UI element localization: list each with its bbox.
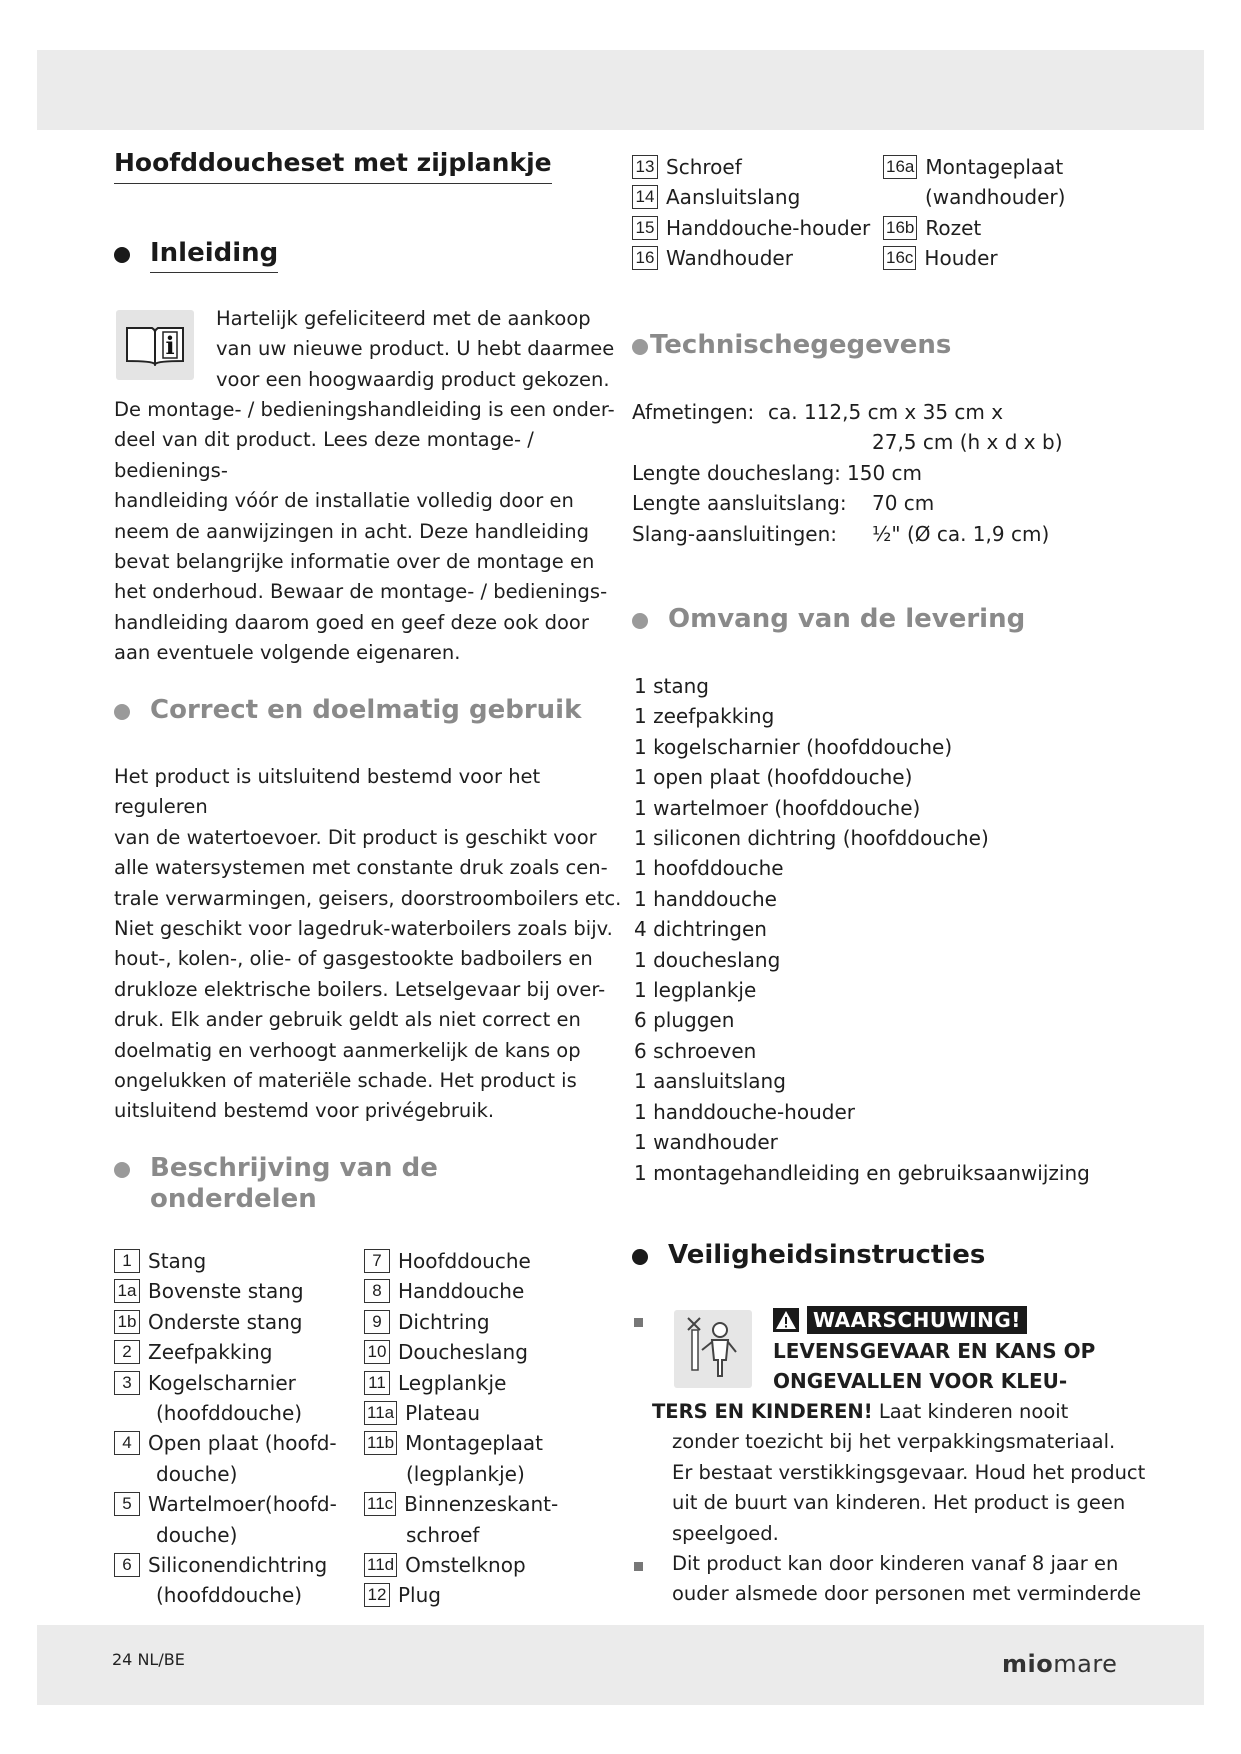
square-bullet-icon: [634, 1562, 643, 1571]
text-line: speelgoed.: [672, 1521, 779, 1545]
part-label: Wartelmoer(hoofd-: [148, 1492, 337, 1517]
part-label: Wandhouder: [666, 246, 793, 271]
list-item: [114, 1398, 337, 1428]
safety-paragraph-1: [652, 1397, 1212, 1549]
list-item: 6 schroeven: [634, 1038, 757, 1063]
text-line: deel van dit product. Lees deze montage- / bedienings-: [114, 428, 534, 482]
text-line: Hartelijk gefeliciteerd met de aankoop: [216, 307, 591, 330]
part-label: (legplankje): [406, 1461, 525, 1486]
bullet-dot-icon: [632, 613, 648, 629]
spec-row: [632, 488, 1172, 518]
list-item: 1 zeefpakking: [634, 704, 775, 729]
list-item: [632, 243, 870, 273]
list-item: [364, 1307, 558, 1337]
part-number: 16c: [883, 246, 916, 270]
part-label: Montageplaat: [925, 155, 1064, 179]
text-span: Laat kinderen nooit: [872, 1400, 1069, 1423]
info-book-icon: [116, 310, 194, 380]
text-line: aan eventuele volgende eigenaren.: [114, 641, 461, 665]
part-label: Montageplaat: [405, 1431, 543, 1456]
list-item: 1 legplankje: [634, 978, 757, 1003]
list-item: [114, 1520, 337, 1550]
part-number: 14: [632, 185, 658, 209]
page-number: 24 NL/BE: [112, 1650, 185, 1669]
bullet-dot-icon: [114, 247, 130, 263]
part-label: (wandhouder): [925, 185, 1066, 210]
part-label: (hoofddouche): [156, 1583, 303, 1608]
list-item: [114, 1428, 337, 1458]
section-title: Inleiding: [150, 238, 278, 273]
safety-paragraph-2: [672, 1549, 1212, 1610]
page-title: Hoofddoucheset met zijplankje: [114, 148, 552, 184]
section-title: Omvang van de levering: [668, 604, 1026, 634]
parts-list-col3: [632, 152, 870, 274]
spec-value: 70 cm: [872, 491, 935, 516]
specs-table: [632, 397, 1172, 549]
text-line: bevat belangrijke informatie over de montage en: [114, 550, 595, 574]
list-item: [632, 182, 870, 212]
part-number: 16a: [883, 155, 917, 179]
text-line: druk. Elk ander gebruik geldt als niet correct en: [114, 1008, 581, 1032]
section-heading-inleiding: [114, 238, 278, 273]
list-item: 6 pluggen: [634, 1008, 735, 1033]
part-label: Stang: [148, 1249, 207, 1273]
text-line: uit de buurt van kinderen. Het product is geen: [672, 1491, 1126, 1515]
text-line: ongelukken of materiële schade. Het product is: [114, 1069, 577, 1093]
part-label: (hoofddouche): [156, 1401, 303, 1426]
spec-value: 27,5 cm (h x d x b): [872, 430, 1063, 455]
part-label: Houder: [924, 246, 998, 271]
part-number: 11b: [364, 1431, 397, 1455]
parts-list-col4: [883, 152, 1065, 274]
text-line: Dit product kan door kinderen vanaf 8 jaar en: [672, 1552, 1119, 1575]
part-number: 7: [364, 1249, 390, 1273]
section-heading-technisch: [632, 330, 951, 360]
section-heading-beschrijving: [114, 1153, 438, 1215]
spec-label: Afmetingen:: [632, 400, 755, 424]
part-label: Legplankje: [398, 1370, 507, 1395]
list-item: [114, 1550, 337, 1580]
part-number: 11c: [364, 1492, 396, 1516]
list-item: [632, 152, 870, 182]
text-line: voor een hoogwaardig product gekozen.: [216, 367, 610, 391]
logo-part: mare: [1053, 1650, 1118, 1678]
list-item: [364, 1550, 558, 1580]
list-item: 1 wandhouder: [634, 1130, 778, 1155]
parts-list-col1: [114, 1246, 337, 1611]
part-label: Handdouche: [398, 1279, 525, 1304]
part-number: 11a: [364, 1401, 397, 1425]
spec-label: Lengte aansluitslang:: [632, 491, 847, 516]
list-item: 1 open plaat (hoofddouche): [634, 765, 913, 790]
part-label: Plug: [398, 1583, 441, 1608]
part-label: Omstelknop: [405, 1553, 526, 1578]
list-item: [364, 1428, 558, 1458]
part-number: 2: [114, 1340, 140, 1364]
text-line: neem de aanwijzingen in acht. Deze handleiding: [114, 519, 590, 543]
part-label: Siliconendichtring: [148, 1553, 328, 1578]
intro-paragraph-indented: [216, 304, 616, 395]
part-number: 8: [364, 1279, 390, 1303]
part-label: Handdouche-houder: [666, 215, 871, 240]
part-label: Hoofddouche: [398, 1249, 531, 1273]
bullet-dot-icon: [632, 339, 648, 355]
part-number: 16: [632, 246, 658, 270]
list-item: 1 aansluitslang: [634, 1069, 786, 1094]
logo-part: mio: [1002, 1650, 1054, 1678]
list-item: [114, 1580, 337, 1610]
part-label: Zeefpakking: [148, 1340, 273, 1365]
part-number: 6: [114, 1553, 140, 1577]
section-heading-omvang: [632, 604, 1025, 634]
text-line: het onderhoud. Bewaar de montage- / bedienings-: [114, 580, 608, 604]
text-line: van de watertoevoer. Dit product is geschikt voor: [114, 825, 597, 849]
part-label: Bovenste stang: [148, 1279, 304, 1304]
part-number: 10: [364, 1340, 390, 1364]
list-item: 1 siliconen dichtring (hoofddouche): [634, 826, 989, 851]
section-title: Veiligheidsinstructies: [668, 1240, 986, 1270]
list-item: 1 stang: [634, 674, 709, 698]
text-line: van uw nieuwe product. U hebt daarmee: [216, 337, 615, 361]
text-line: handleiding vóór de installatie volledig door en: [114, 489, 574, 513]
text-line: hout-, kolen-, olie- of gasgestookte badboilers en: [114, 947, 593, 971]
text-line: uitsluitend bestemd voor privégebruik.: [114, 1099, 495, 1123]
part-number: 16b: [883, 216, 917, 240]
text-line: Niet geschikt voor lagedruk-waterboilers zoals bijv.: [114, 917, 613, 941]
part-label: Schroef: [666, 155, 742, 179]
list-item: 1 handdouche: [634, 886, 777, 911]
delivery-scope-list: [634, 671, 1090, 1188]
header-band: [37, 50, 1204, 130]
text-line: ONGEVALLEN VOOR KLEU-: [773, 1369, 1068, 1394]
section-title: Correct en doelmatig gebruik: [150, 695, 582, 725]
list-item: [364, 1398, 558, 1428]
part-number: 15: [632, 216, 658, 240]
list-item: 1 kogelscharnier (hoofddouche): [634, 734, 953, 759]
part-number: 1b: [114, 1310, 140, 1334]
text-line: Het product is uitsluitend bestemd voor het reguleren: [114, 765, 541, 819]
part-label: Dichtring: [398, 1309, 490, 1334]
part-number: 1a: [114, 1279, 140, 1303]
list-item: 1 doucheslang: [634, 947, 781, 972]
list-item: [364, 1489, 558, 1519]
part-number: 1: [114, 1249, 140, 1273]
spec-row: [632, 427, 1172, 457]
bullet-dot-icon: [114, 704, 130, 720]
list-item: 1 wartelmoer (hoofddouche): [634, 795, 921, 820]
bullet-dot-icon: [114, 1162, 130, 1178]
text-line: De montage- / bedieningshandleiding is een onder-: [114, 398, 615, 421]
intro-paragraph: [114, 395, 624, 669]
list-item: [114, 1337, 337, 1367]
list-item: [114, 1246, 337, 1276]
danger-heading: [773, 1336, 1095, 1397]
list-item: [364, 1520, 558, 1550]
list-item: [364, 1459, 558, 1489]
part-number: 12: [364, 1583, 390, 1607]
list-item: [364, 1246, 558, 1276]
spec-value: ca. 112,5 cm x 35 cm x: [768, 400, 1004, 424]
section-heading-correct-gebruik: [114, 695, 581, 725]
part-label: Binnenzeskant-: [404, 1492, 559, 1517]
section-title-line: onderdelen: [150, 1184, 317, 1214]
bullet-dot-icon: [632, 1249, 648, 1265]
part-number: 5: [114, 1492, 140, 1516]
usage-paragraph: [114, 762, 624, 1127]
spec-value: ½" (Ø ca. 1,9 cm): [872, 521, 1050, 546]
svg-text:i: i: [165, 331, 175, 360]
part-label: Open plaat (hoofd-: [148, 1431, 337, 1456]
list-item: [114, 1459, 337, 1489]
part-label: Onderste stang: [148, 1309, 303, 1334]
part-label: Doucheslang: [398, 1340, 528, 1365]
warning-text: WAARSCHUWING!: [807, 1306, 1027, 1334]
part-number: 13: [632, 155, 658, 179]
part-label: Aansluitslang: [666, 185, 801, 210]
text-line: [652, 1397, 1212, 1427]
text-line: ouder alsmede door personen met verminderde: [672, 1582, 1142, 1606]
list-item: 1 montagehandleiding en gebruiksaanwijzing: [634, 1160, 1090, 1185]
list-item: [883, 152, 1065, 182]
list-item: [114, 1489, 337, 1519]
child-danger-icon: [674, 1310, 752, 1388]
list-item: [364, 1337, 558, 1367]
part-number: 11: [364, 1371, 390, 1395]
list-item: 4 dichtringen: [634, 917, 767, 942]
part-number: 3: [114, 1371, 140, 1395]
square-bullet-icon: [634, 1318, 643, 1327]
part-number: 4: [114, 1431, 140, 1455]
section-title: Technischegegevens: [650, 330, 952, 360]
list-item: [883, 243, 1065, 273]
list-item: [364, 1368, 558, 1398]
warning-label: [773, 1306, 1027, 1334]
text-line: doelmatig en verhoogt aanmerkelijk de kans op: [114, 1038, 581, 1062]
list-item: [114, 1276, 337, 1306]
text-line: LEVENSGEVAAR EN KANS OP: [773, 1339, 1096, 1363]
part-label: Rozet: [925, 215, 982, 240]
list-item: [883, 182, 1065, 212]
text-line: drukloze elektrische boilers. Letselgevaar bij over-: [114, 977, 606, 1001]
text-line: alle watersystemen met constante druk zoals cen-: [114, 856, 608, 880]
section-title-line: Beschrijving van de: [150, 1153, 438, 1183]
part-number: 9: [364, 1310, 390, 1334]
list-item: [632, 213, 870, 243]
section-title: [150, 1153, 438, 1215]
section-heading-veiligheid: [632, 1240, 985, 1270]
spec-label: Lengte doucheslang:: [632, 460, 841, 485]
part-label: douche): [156, 1522, 238, 1547]
spec-row: [632, 519, 1172, 549]
part-label: Plateau: [405, 1401, 481, 1426]
spec-label: Slang-aansluitingen:: [632, 521, 837, 546]
text-line: zonder toezicht bij het verpakkingsmateriaal.: [672, 1430, 1116, 1454]
list-item: [114, 1307, 337, 1337]
list-item: [114, 1368, 337, 1398]
list-item: [364, 1580, 558, 1610]
text-line: trale verwarmingen, geisers, doorstroomboilers etc.: [114, 886, 622, 910]
list-item: 1 handdouche-houder: [634, 1099, 855, 1124]
part-label: Kogelscharnier: [148, 1370, 296, 1395]
part-label: schroef: [406, 1522, 480, 1547]
list-item: [364, 1276, 558, 1306]
text-line: handleiding daarom goed en geef deze ook door: [114, 610, 589, 634]
parts-list-col2: [364, 1246, 558, 1611]
list-item: 1 hoofddouche: [634, 856, 784, 881]
danger-heading-end: TERS EN KINDEREN!: [652, 1400, 873, 1423]
list-item: [883, 213, 1065, 243]
spec-row: [632, 397, 1172, 427]
spec-value: 150 cm: [847, 460, 923, 485]
part-label: douche): [156, 1461, 238, 1486]
text-line: Er bestaat verstikkingsgevaar. Houd het product: [672, 1460, 1146, 1484]
part-number: 11d: [364, 1553, 397, 1577]
warning-triangle-icon: [773, 1308, 799, 1332]
brand-logo: [1002, 1650, 1117, 1678]
spec-row: [632, 458, 1172, 488]
